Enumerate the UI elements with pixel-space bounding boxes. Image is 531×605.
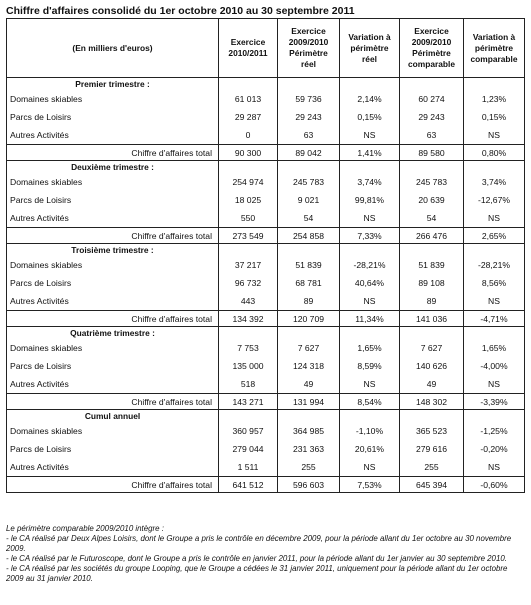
- row-value-v2: 49: [278, 375, 340, 394]
- row-value-v4: 89 108: [400, 274, 464, 292]
- total-value-v1: 641 512: [219, 477, 278, 493]
- section-header-row: [7, 410, 525, 423]
- row-value-v1: 254 974: [219, 173, 278, 191]
- section-title: Troisième trimestre :: [7, 244, 219, 257]
- total-label: Chiffre d'affaires total: [7, 311, 219, 327]
- row-value-v5: NS: [464, 375, 525, 394]
- total-label: Chiffre d'affaires total: [7, 145, 219, 161]
- row-value-v4: 279 616: [400, 440, 464, 458]
- footnotes: [6, 524, 526, 584]
- row-value-v1: 550: [219, 209, 278, 228]
- table-body: [7, 78, 525, 493]
- row-value-v4: 49: [400, 375, 464, 394]
- row-value-v2: 9 021: [278, 191, 340, 209]
- row-value-v4: 140 626: [400, 357, 464, 375]
- total-value-v3: 11,34%: [340, 311, 400, 327]
- total-value-v5: 2,65%: [464, 228, 525, 244]
- row-label: Parcs de Loisirs: [7, 274, 219, 292]
- section-header-blank-cell: [219, 244, 278, 257]
- total-label: Chiffre d'affaires total: [7, 394, 219, 410]
- section-header-blank-cell: [340, 161, 400, 174]
- footnote-futuroscope: - le CA réalisé par le Futuroscope, dont le Groupe a pris le contrôle en janvier 2011, pour la période allant du 1er janvier au 30 septembre 2010.: [6, 554, 507, 563]
- table-row: [7, 90, 525, 108]
- table-row: [7, 274, 525, 292]
- section-header-blank-cell: [219, 410, 278, 423]
- row-value-v1: 29 287: [219, 108, 278, 126]
- total-value-v1: 143 271: [219, 394, 278, 410]
- row-value-v5: -1,25%: [464, 422, 525, 440]
- row-label: Autres Activités: [7, 126, 219, 145]
- total-value-v4: 645 394: [400, 477, 464, 493]
- section-header-blank-cell: [464, 327, 525, 340]
- row-value-v5: NS: [464, 209, 525, 228]
- table-row: [7, 422, 525, 440]
- total-value-v4: 89 580: [400, 145, 464, 161]
- total-row: [7, 145, 525, 161]
- row-value-v3: NS: [340, 209, 400, 228]
- total-value-v1: 90 300: [219, 145, 278, 161]
- row-value-v4: 89: [400, 292, 464, 311]
- section-header-blank-cell: [400, 244, 464, 257]
- total-value-v2: 254 858: [278, 228, 340, 244]
- row-value-v4: 60 274: [400, 90, 464, 108]
- header-variation-real: Variation à périmètre réel: [340, 19, 400, 78]
- row-label: Autres Activités: [7, 292, 219, 311]
- row-label: Parcs de Loisirs: [7, 357, 219, 375]
- section-header-blank-cell: [340, 78, 400, 91]
- row-value-v3: 0,15%: [340, 108, 400, 126]
- row-value-v2: 59 736: [278, 90, 340, 108]
- row-value-v1: 37 217: [219, 256, 278, 274]
- row-value-v3: -1,10%: [340, 422, 400, 440]
- row-value-v5: 1,65%: [464, 339, 525, 357]
- row-value-v4: 245 783: [400, 173, 464, 191]
- row-value-v4: 20 639: [400, 191, 464, 209]
- row-label: Parcs de Loisirs: [7, 440, 219, 458]
- row-value-v3: 2,14%: [340, 90, 400, 108]
- row-value-v3: 1,65%: [340, 339, 400, 357]
- row-value-v4: 365 523: [400, 422, 464, 440]
- row-value-v1: 279 044: [219, 440, 278, 458]
- row-value-v3: 99,81%: [340, 191, 400, 209]
- row-value-v5: NS: [464, 458, 525, 477]
- row-label: Domaines skiables: [7, 173, 219, 191]
- row-value-v5: 3,74%: [464, 173, 525, 191]
- header-unit-label: (En milliers d'euros): [7, 19, 219, 78]
- table-row: [7, 256, 525, 274]
- row-value-v1: 0: [219, 126, 278, 145]
- section-header-row: [7, 244, 525, 257]
- section-header-row: [7, 327, 525, 340]
- row-value-v4: 255: [400, 458, 464, 477]
- section-header-blank-cell: [278, 410, 340, 423]
- total-row: [7, 477, 525, 493]
- header-variation-comparable: Variation à périmètre comparable: [464, 19, 525, 78]
- row-value-v5: -0,20%: [464, 440, 525, 458]
- section-header-blank-cell: [464, 161, 525, 174]
- total-value-v3: 8,54%: [340, 394, 400, 410]
- total-value-v5: -3,39%: [464, 394, 525, 410]
- total-row: [7, 394, 525, 410]
- section-header-blank-cell: [464, 244, 525, 257]
- section-header-blank-cell: [464, 78, 525, 91]
- section-header-row: [7, 78, 525, 91]
- section-header-blank-cell: [278, 78, 340, 91]
- row-label: Domaines skiables: [7, 422, 219, 440]
- total-value-v5: -4,71%: [464, 311, 525, 327]
- total-label: Chiffre d'affaires total: [7, 477, 219, 493]
- row-value-v3: NS: [340, 458, 400, 477]
- revenue-table: [6, 18, 525, 493]
- row-value-v5: 1,23%: [464, 90, 525, 108]
- total-value-v4: 141 036: [400, 311, 464, 327]
- row-value-v3: 3,74%: [340, 173, 400, 191]
- row-label: Domaines skiables: [7, 256, 219, 274]
- section-title: Deuxième trimestre :: [7, 161, 219, 174]
- total-value-v1: 273 549: [219, 228, 278, 244]
- section-header-blank-cell: [219, 161, 278, 174]
- row-value-v5: 0,15%: [464, 108, 525, 126]
- row-value-v1: 96 732: [219, 274, 278, 292]
- row-value-v2: 231 363: [278, 440, 340, 458]
- total-value-v4: 266 476: [400, 228, 464, 244]
- row-value-v1: 443: [219, 292, 278, 311]
- row-label: Autres Activités: [7, 458, 219, 477]
- section-header-blank-cell: [400, 78, 464, 91]
- table-row: [7, 440, 525, 458]
- table-row: [7, 126, 525, 145]
- row-value-v5: -28,21%: [464, 256, 525, 274]
- row-value-v2: 63: [278, 126, 340, 145]
- row-value-v2: 255: [278, 458, 340, 477]
- footnote-deux-alpes: - le CA réalisé par Deux Alpes Loisirs, dont le Groupe a pris le contrôle en décembre 2009, pour la période allant du 1er octobre au 30 novembre 2009.: [6, 534, 512, 553]
- row-label: Autres Activités: [7, 375, 219, 394]
- row-value-v4: 63: [400, 126, 464, 145]
- row-value-v4: 51 839: [400, 256, 464, 274]
- table-header-row: [7, 19, 525, 78]
- row-value-v4: 54: [400, 209, 464, 228]
- row-value-v2: 54: [278, 209, 340, 228]
- total-value-v1: 134 392: [219, 311, 278, 327]
- header-exercise-2009-2010-real: Exercice 2009/2010 Périmètre réel: [278, 19, 340, 78]
- footnote-intro: Le périmètre comparable 2009/2010 intègre :: [6, 524, 164, 533]
- total-value-v2: 131 994: [278, 394, 340, 410]
- total-value-v3: 1,41%: [340, 145, 400, 161]
- section-header-blank-cell: [278, 244, 340, 257]
- row-value-v4: 7 627: [400, 339, 464, 357]
- table-row: [7, 209, 525, 228]
- row-value-v3: 8,59%: [340, 357, 400, 375]
- section-header-blank-cell: [340, 327, 400, 340]
- row-value-v1: 7 753: [219, 339, 278, 357]
- total-value-v2: 120 709: [278, 311, 340, 327]
- total-value-v4: 148 302: [400, 394, 464, 410]
- table-row: [7, 108, 525, 126]
- row-value-v5: -4,00%: [464, 357, 525, 375]
- row-value-v1: 360 957: [219, 422, 278, 440]
- table-row: [7, 357, 525, 375]
- table-row: [7, 191, 525, 209]
- row-value-v3: 20,61%: [340, 440, 400, 458]
- row-value-v1: 135 000: [219, 357, 278, 375]
- row-value-v1: 61 013: [219, 90, 278, 108]
- row-value-v2: 51 839: [278, 256, 340, 274]
- header-exercise-2010-2011: Exercice 2010/2011: [219, 19, 278, 78]
- total-value-v2: 596 603: [278, 477, 340, 493]
- row-value-v2: 89: [278, 292, 340, 311]
- table-row: [7, 339, 525, 357]
- row-value-v5: NS: [464, 292, 525, 311]
- row-label: Parcs de Loisirs: [7, 191, 219, 209]
- total-label: Chiffre d'affaires total: [7, 228, 219, 244]
- total-value-v5: -0,60%: [464, 477, 525, 493]
- row-value-v3: NS: [340, 126, 400, 145]
- section-header-blank-cell: [400, 161, 464, 174]
- footnote-looping: - le CA réalisé par les sociétés du groupe Looping, que le Groupe a cédées le 31 janvier 2011, uniquement pour la période allant du 1er octobre 2009 au 31 janvier 2010.: [6, 564, 508, 583]
- table-row: [7, 375, 525, 394]
- header-exercise-2009-2010-comparable: Exercice 2009/2010 Périmètre comparable: [400, 19, 464, 78]
- row-value-v3: NS: [340, 292, 400, 311]
- section-header-blank-cell: [219, 78, 278, 91]
- row-value-v1: 1 511: [219, 458, 278, 477]
- row-value-v3: 40,64%: [340, 274, 400, 292]
- row-value-v5: -12,67%: [464, 191, 525, 209]
- row-value-v5: NS: [464, 126, 525, 145]
- total-row: [7, 228, 525, 244]
- table-row: [7, 173, 525, 191]
- total-value-v3: 7,33%: [340, 228, 400, 244]
- row-value-v2: 7 627: [278, 339, 340, 357]
- row-label: Autres Activités: [7, 209, 219, 228]
- row-value-v1: 18 025: [219, 191, 278, 209]
- total-value-v5: 0,80%: [464, 145, 525, 161]
- section-title: Cumul annuel: [7, 410, 219, 423]
- row-value-v5: 8,56%: [464, 274, 525, 292]
- total-value-v2: 89 042: [278, 145, 340, 161]
- section-header-blank-cell: [464, 410, 525, 423]
- row-value-v2: 364 985: [278, 422, 340, 440]
- row-value-v2: 68 781: [278, 274, 340, 292]
- section-header-row: [7, 161, 525, 174]
- section-header-blank-cell: [340, 244, 400, 257]
- section-header-blank-cell: [219, 327, 278, 340]
- section-title: Quatrième trimestre :: [7, 327, 219, 340]
- row-value-v2: 124 318: [278, 357, 340, 375]
- row-value-v2: 29 243: [278, 108, 340, 126]
- row-label: Parcs de Loisirs: [7, 108, 219, 126]
- section-header-blank-cell: [278, 161, 340, 174]
- section-header-blank-cell: [278, 327, 340, 340]
- total-row: [7, 311, 525, 327]
- table-row: [7, 292, 525, 311]
- row-value-v1: 518: [219, 375, 278, 394]
- row-value-v4: 29 243: [400, 108, 464, 126]
- total-value-v3: 7,53%: [340, 477, 400, 493]
- row-value-v2: 245 783: [278, 173, 340, 191]
- row-label: Domaines skiables: [7, 90, 219, 108]
- document-title: Chiffre d'affaires consolidé du 1er octobre 2010 au 30 septembre 2011: [6, 5, 355, 17]
- section-header-blank-cell: [400, 410, 464, 423]
- row-label: Domaines skiables: [7, 339, 219, 357]
- section-header-blank-cell: [400, 327, 464, 340]
- section-header-blank-cell: [340, 410, 400, 423]
- section-title: Premier trimestre :: [7, 78, 219, 91]
- row-value-v3: NS: [340, 375, 400, 394]
- table-row: [7, 458, 525, 477]
- row-value-v3: -28,21%: [340, 256, 400, 274]
